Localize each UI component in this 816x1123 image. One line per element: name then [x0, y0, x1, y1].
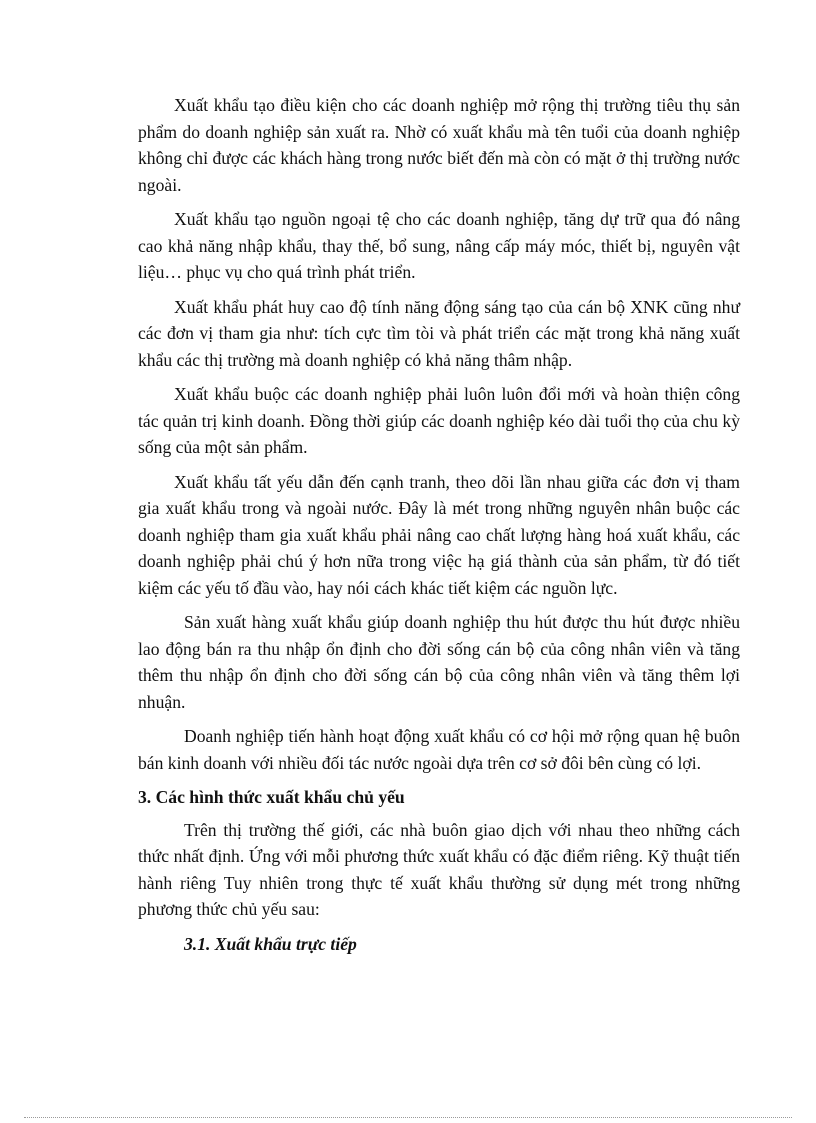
paragraph-business-relations: Doanh nghiệp tiến hành hoạt động xuất khẩu có cơ hội mở rộng quan hệ buôn bán kinh doanh với nhiều đối tác nước ngoài dựa trên cơ sở đôi bên cùng có lợi. [138, 726, 740, 773]
paragraph-employment: Sản xuất hàng xuất khẩu giúp doanh nghiệp thu hút được thu hút được nhiều lao động bán ra thu nhập ổn định cho đời sống cán bộ của công nhân viên và tăng thêm thu nhập ổn định cho đời sống cán bộ của công nhân viên và tăng thêm lợi nhuận. [138, 612, 740, 712]
paragraph-management-innovation: Xuất khẩu buộc các doanh nghiệp phải luôn luôn đổi mới và hoàn thiện công tác quản trị kinh doanh. Đồng thời giúp các doanh nghiệp kéo dài tuổi thọ của chu kỳ sống của một sản phẩm. [138, 384, 740, 457]
section-heading: 3. Các hình thức xuất khẩu chủ yếu [138, 787, 405, 807]
document-page [138, 92, 740, 957]
paragraph-creativity: Xuất khẩu phát huy cao độ tính năng động sáng tạo của cán bộ XNK cũng như các đơn vị tham gia như: tích cực tìm tòi và phát triển các mặt trong khả năng xuất khẩu các thị trường mà doanh nghiệp có khả năng thâm nhập. [138, 296, 740, 370]
subsection-heading: 3.1. Xuất khẩu trực tiếp [184, 933, 357, 954]
paragraph-foreign-currency: Xuất khẩu tạo nguồn ngoại tệ cho các doanh nghiệp, tăng dự trữ qua đó nâng cao khả năng nhập khẩu, thay thế, bổ sung, nâng cấp máy móc, thiết bị, nguyên vật liệu… phục vụ cho quá trình phát triển. [138, 209, 740, 282]
paragraph-market-expansion: Xuất khẩu tạo điều kiện cho các doanh nghiệp mở rộng thị trường tiêu thụ sản phẩm do doanh nghiệp sản xuất ra. Nhờ có xuất khẩu mà tên tuổi của doanh nghiệp không chỉ được các khách hàng trong nước biết đến mà còn có mặt ở thị trường nước ngoài. [138, 95, 740, 195]
section-paragraph: Trên thị trường thế giới, các nhà buôn giao dịch với nhau theo những cách thức nhất định. Ứng với mỗi phương thức xuất khẩu có đặc điểm riêng. Kỹ thuật tiến hành riêng Tuy nhiên trong thực tế xuất khẩu thường sử dụng mét trong những phương thức chủ yếu sau: [138, 819, 740, 919]
page-footer-divider [24, 1117, 792, 1118]
paragraph-competition: Xuất khẩu tất yếu dẫn đến cạnh tranh, theo dõi lần nhau giữa các đơn vị tham gia xuất khẩu trong và ngoài nước. Đây là mét trong những nguyên nhân buộc các doanh nghiệp tham gia xuất khẩu phải nâng cao chất lượng hàng hoá xuất khẩu, các doanh nghiệp phải chú ý hơn nữa trong việc hạ giá thành của sản phẩm, từ đó tiết kiệm các yếu tố đầu vào, hay nói cách khác tiết kiệm các nguồn lực. [138, 471, 740, 598]
